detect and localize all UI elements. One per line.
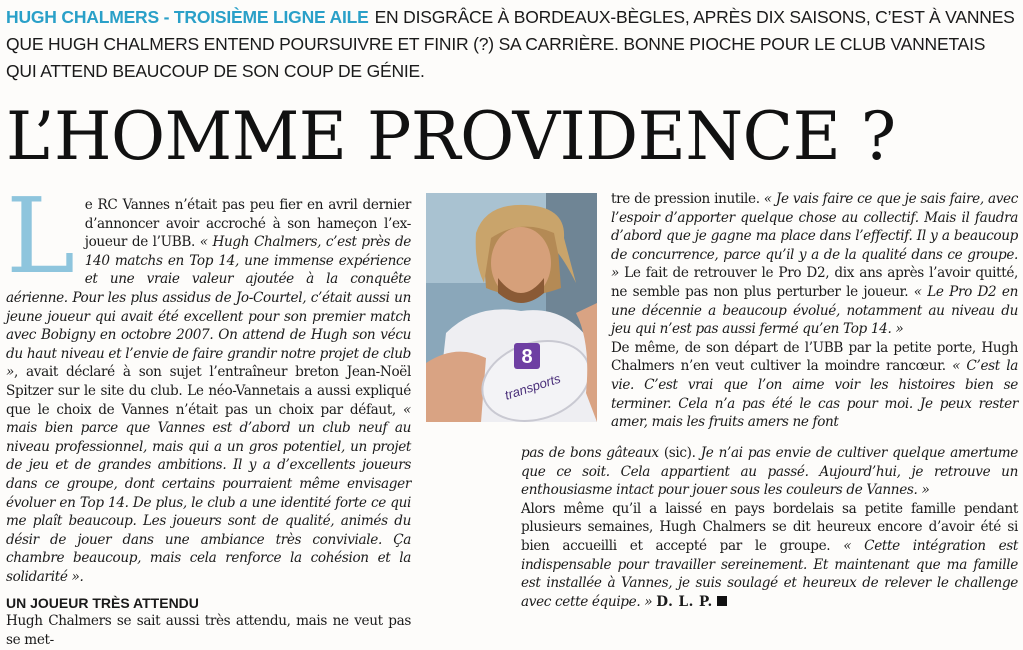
shirt-sponsor: transports xyxy=(502,370,563,403)
player-photo xyxy=(426,193,597,422)
text-run: , avait déclaré à son sujet l’entraîneur breton Jean-Noël Spitzer sur le site du club. Le néo-Vannetais a aussi expliqué que le choix de Vannes n’était pas un choix par défaut, xyxy=(6,364,411,418)
text-run: tre de pression inutile. xyxy=(611,191,764,207)
end-mark-icon xyxy=(717,596,727,606)
shirt-number: 8 xyxy=(521,346,533,368)
text-run: Alors même qu’il a laissé en pays bordelais sa petite famille pendant plusieurs semaines, Hugh Chalmers se dit heureux encore d’avoir été si bien accueilli et accepté par le groupe. xyxy=(521,500,1018,554)
kicker-lead: HUGH CHALMERS - TROISIÈME LIGNE AILE xyxy=(6,7,369,27)
player-photo-icon xyxy=(426,193,597,422)
quote-run: « Cette intégration est indispensable pour travailler sereinement. Et maintenant que ma famille est installée à Vannes, je suis soulagé et heureux de relever le challenge avec cette équipe. » xyxy=(521,537,1019,610)
text-run: Hugh Chalmers se sait aussi très attendu, mais ne veut pas se met- xyxy=(6,613,411,649)
quote-run: « Le Pro D2 en une décennie a beaucoup évolué, notamment au niveau du jeu qui n’est pas aussi fermé qu’en Top 14. » xyxy=(611,283,1018,338)
quote-run: « Hugh Chalmers, c’est près de 140 matchs en Top 14, une immense expérience et une vraie valeur ajoutée à la conquête aérienne. Pour les plus assidus de Jo-Courtel, c’était aussi un jeune joueur qui avait été excellent pour son premier match avec Bobigny en octobre 2007. On attend de Hugh son vécu du haut niveau et l’envie de faire grandir notre projet de club » xyxy=(6,234,411,381)
text-run: (sic). xyxy=(663,445,701,461)
text-run: Le fait de retrouver le Pro D2, dix ans après l’avoir quitté, ne semble pas non plus perturber le joueur. xyxy=(611,265,1018,300)
quote-run: « mais bien parce que Vannes est d’abord un club neuf au niveau professionnel, mais qui a un gros potentiel, un projet de jeu et de grandes ambitions. Il y a d’excellents joueurs dans ce groupe, dont certains pourraient même envisager évoluer en Top 14. De plus, le club a une identité forte ce qui me plaît beaucoup. Les joueurs sont de qualité, animés du désir de jouer dans une ambiance très conviviale. Ça chambre beaucoup, mais cela renforce la cohésion et la solidarité ». xyxy=(6,401,411,585)
kicker xyxy=(6,4,1018,85)
text-run: De même, de son départ de l’UBB par la petite porte, Hugh Chalmers n’en veut cultiver la moindre rancœur. xyxy=(611,339,1018,375)
paragraph-3 xyxy=(611,190,1018,339)
quote-run: pas de bons gâteaux xyxy=(521,445,664,461)
quote-run: « C’est la vie. C’est vrai que l’on aime voir les histoires bien se terminer. Cela n’a pas été le cas pour moi. Je peux rester amer, mais les fruits amers ne font xyxy=(611,358,1018,431)
text-run: e RC Vannes n’était pas peu fier en avril dernier d’annoncer avoir accroché à son hameçon l’ex-joueur de l’UBB. xyxy=(84,197,411,251)
quote-run: « Je vais faire ce que je sais faire, avec l’espoir d’apporter quelque chose au collectif. Mais il faudra d’abord que je gagne ma place dans l’effectif. Il y a beaucoup de concurrence, parce qu’il y a de la qualité dans ce groupe. » xyxy=(611,191,1018,282)
subheading: UN JOUEUR TRÈS ATTENDU xyxy=(6,595,199,612)
article-column-2 xyxy=(611,190,1018,432)
paragraph-4 xyxy=(611,339,1018,432)
article-column-1 xyxy=(6,175,411,649)
paragraph-5 xyxy=(521,444,1018,500)
paragraph-6 xyxy=(521,500,1018,612)
quote-run: Je n’ai pas envie de cultiver quelque amertume que ce soit. Cela appartient au passé. Aujourd’hui, je retrouve un enthousiasme intact pour jouer sous les couleurs de Vannes. » xyxy=(521,445,1018,499)
article-column-3 xyxy=(521,444,1018,611)
signature: D. L. P. xyxy=(656,593,713,610)
dropcap: L xyxy=(6,175,75,297)
headline: L’HOMME PROVIDENCE ? xyxy=(6,98,896,175)
kicker-text: EN DISGRÂCE À BORDEAUX-BÈGLES, APRÈS DIX SAISONS, C’EST À VANNES QUE HUGH CHALMERS ENTEND POURSUIVRE ET FINIR (?) SA CARRIÈRE. BONNE PIOCHE POUR LE CLUB VANNETAIS QUI ATTEND BEAUCOUP DE SON COUP DE GÉNIE. xyxy=(6,7,1015,81)
paragraph-2 xyxy=(6,612,411,649)
